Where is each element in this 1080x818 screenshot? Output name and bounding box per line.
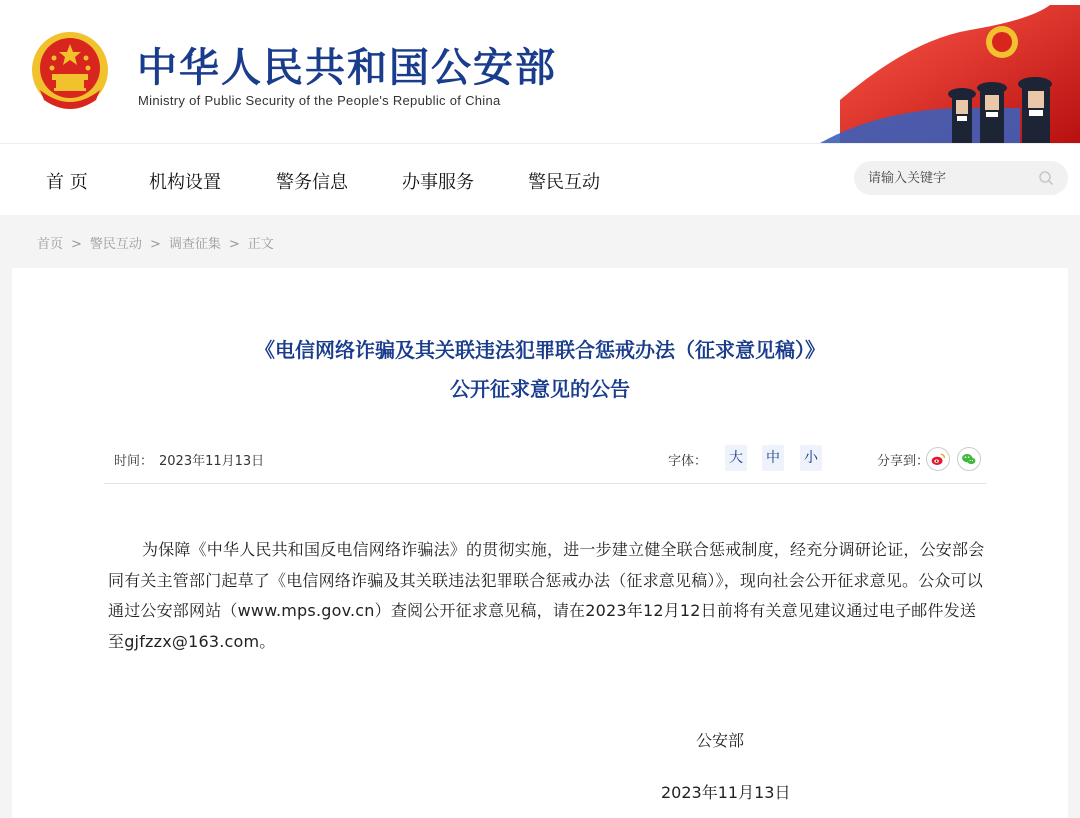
share-label: 分享到：: [877, 454, 930, 469]
signature-organization: 公安部: [696, 731, 745, 750]
time-label: 时间：: [114, 454, 154, 469]
search-input[interactable]: [868, 161, 1028, 195]
nav-item-services[interactable]: 办事服务: [402, 172, 474, 193]
breadcrumb-separator: >: [71, 237, 82, 252]
article-subtitle: 公开征求意见的公告: [450, 377, 630, 401]
nav-item-home[interactable]: 首 页: [46, 172, 88, 193]
article-container: [12, 268, 1068, 818]
weibo-icon[interactable]: [926, 447, 950, 471]
site-subtitle: Ministry of Public Security of the People's Republic of China: [138, 93, 501, 108]
site-title[interactable]: 中华人民共和国公安部: [137, 45, 557, 91]
article-title: 《电信网络诈骗及其关联违法犯罪联合惩戒办法（征求意见稿）》: [255, 338, 825, 362]
nav-item-organization[interactable]: 机构设置: [149, 172, 221, 193]
breadcrumb-current: 正文: [247, 237, 274, 252]
publish-time: [114, 450, 264, 469]
nav-item-interaction[interactable]: 警民互动: [528, 172, 600, 193]
police-flag-banner: [820, 0, 1080, 143]
time-value: 2023年11月13日: [159, 454, 265, 469]
signature-date: 2023年11月13日: [661, 783, 791, 802]
font-size-label: 字体：: [668, 454, 708, 469]
font-size-large-button[interactable]: 大: [725, 445, 747, 471]
national-emblem-icon[interactable]: [30, 30, 110, 112]
breadcrumb-separator: >: [149, 237, 161, 252]
breadcrumb-separator: >: [228, 237, 240, 252]
breadcrumb: [37, 233, 274, 252]
breadcrumb-interaction[interactable]: 警民互动: [89, 237, 142, 252]
wechat-icon[interactable]: [957, 447, 981, 471]
meta-divider: [104, 483, 986, 484]
font-size-medium-button[interactable]: 中: [762, 445, 784, 471]
breadcrumb-survey[interactable]: 调查征集: [168, 237, 221, 252]
nav-item-police-info[interactable]: 警务信息: [276, 172, 348, 193]
breadcrumb-home[interactable]: 首页: [37, 237, 64, 252]
search-box: [854, 161, 1068, 195]
article-body: 为保障《中华人民共和国反电信网络诈骗法》的贯彻实施，进一步建立健全联合惩戒制度，经充分调研论证，公安部会同有关主管部门起草了《电信网络诈骗及其关联违法犯罪联合惩戒办法（征求意见稿）》，现向社会公开征求意见。公众可以通过公安部网站（www.mps.gov.cn）查阅公开征求意见稿，请在2023年12月12日前将有关意见建议通过电子邮件发送至gjfzzx@163.com。: [108, 540, 985, 651]
search-icon[interactable]: [1038, 170, 1054, 186]
site-header: [0, 0, 1080, 143]
font-size-small-button[interactable]: 小: [800, 445, 822, 471]
